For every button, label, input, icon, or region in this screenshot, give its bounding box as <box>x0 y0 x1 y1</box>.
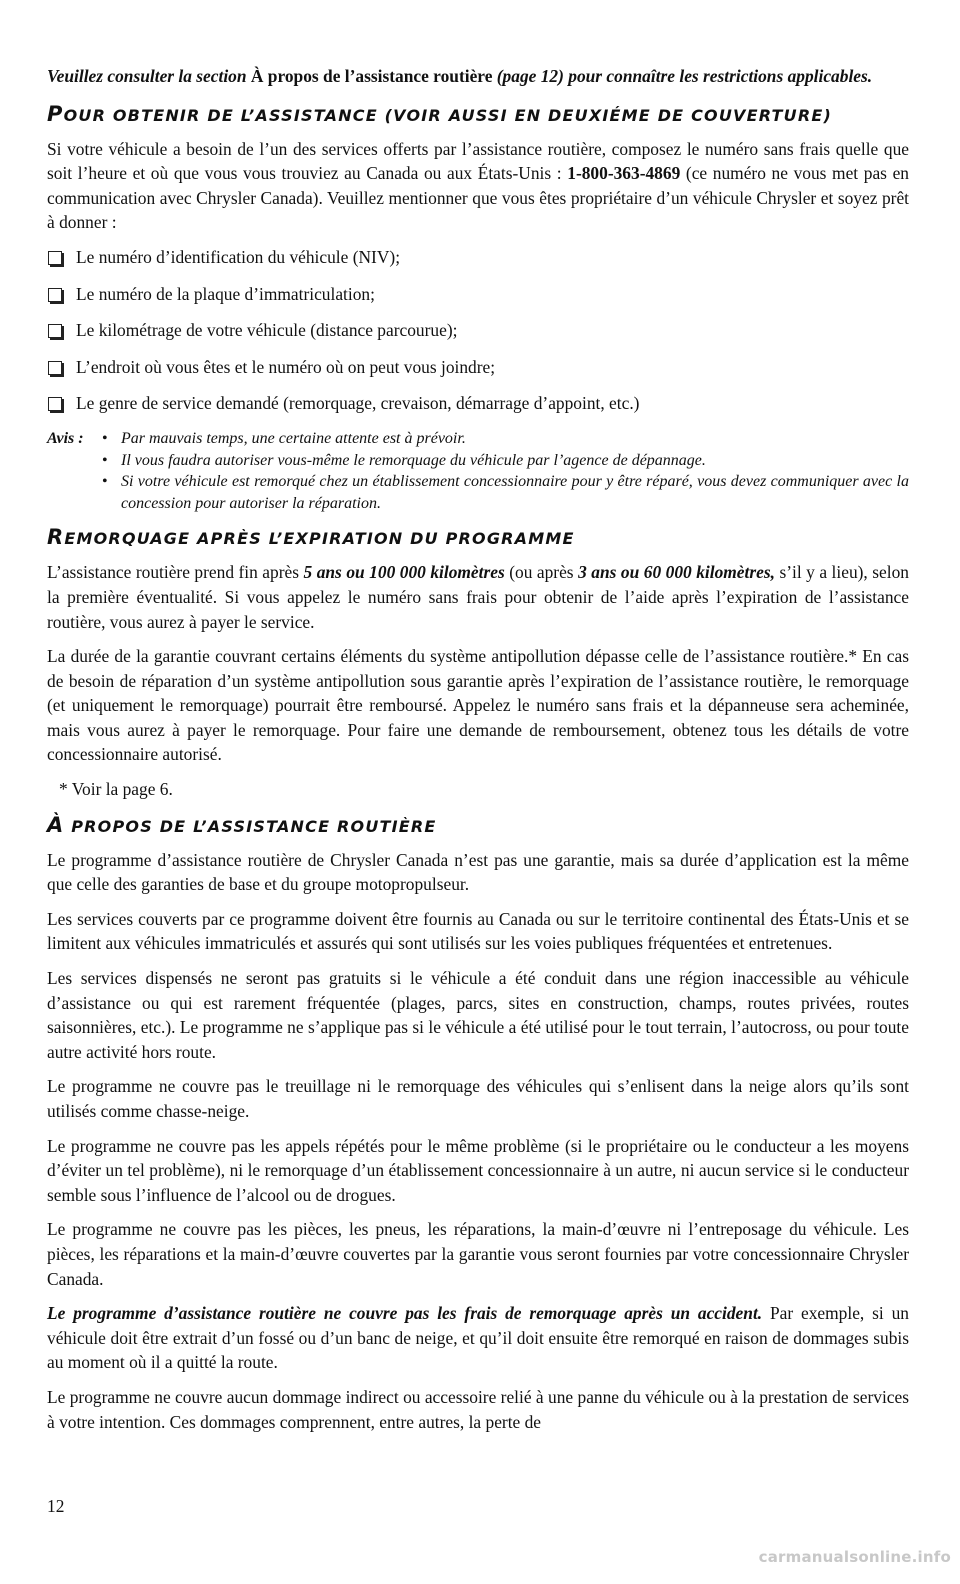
checkbox-icon <box>48 397 62 411</box>
accident-example: Par exemple, si un véhicule doit être extrait d’un fossé ou d’un banc de neige, et qu’il doit ensuite être remorqué en raison de dommages subis au moment où il a quitté la route. <box>47 1303 909 1373</box>
heading-a-propos: À PROPOS DE L’ASSISTANCE ROUTIÈRE <box>47 812 437 837</box>
antipollution-paragraph: La durée de la garantie couvrant certains éléments du système antipollution dépasse celle de l’assistance routière.* En cas de besoin de réparation d’un système antipollution sous garantie après l’expiration de l’assistance routière, le remorquage (et uniquement le remorquage) pourrait être remboursé. Appelez le numéro sans frais et la dépanneuse sera acheminée, mais vous aurez à payer le remorquage. Pour faire une demande de remboursement, obtenez tous les détails de votre concessionnaire autorisé. <box>47 646 909 765</box>
notice-block <box>47 428 909 514</box>
expiration-text-c: (ou après <box>504 562 579 583</box>
heading-obtenir-assistance: POUR OBTENIR DE L’ASSISTANCE (VOIR AUSSI EN DEUXIÉME DE COUVERTURE) <box>47 101 833 126</box>
accident-exclusion: Le programme d’assistance routière ne couvre pas les frais de remorquage après un accident. <box>47 1303 763 1324</box>
expiration-paragraph <box>47 560 909 634</box>
about-paragraph-3: Les services dispensés ne seront pas gratuits si le véhicule a été conduit dans une région inaccessible au véhicule d’assistance ou qui est rarement fréquentée (plages, parcs, sites en construction, champs, routes privées, routes saisonnières, etc.). Le programme ne s’applique pas si le véhicule a été utilisé pour le tout terrain, l’autocross, ou pour toute autre activité hors route. <box>47 968 909 1062</box>
footnote: * Voir la page 6. <box>59 779 173 800</box>
heading-remorquage-expiration: REMORQUAGE APRÈS L’EXPIRATION DU PROGRAMME <box>47 525 575 550</box>
about-paragraph-8: Le programme ne couvre aucun dommage indirect ou accessoire relié à une panne du véhicule ou à la prestation de services à votre intention. Ces dommages comprennent, entre autres, la perte de <box>47 1386 909 1432</box>
about-paragraph-6: Le programme ne couvre pas les pièces, les pneus, les réparations, la main-d’œuvre ni l’entreposage du véhicule. Les pièces, les réparations et la main-d’œuvre couvertes par la garantie vous seront fournies par votre concessionnaire Chrysler Canada. <box>47 1219 909 1289</box>
bullet-icon: • <box>102 451 108 469</box>
notice-list <box>102 428 909 514</box>
about-paragraph-4: Le programme ne couvre pas le treuillage ni le remorquage des véhicules qui s’enlisent dans la neige alors qu’ils sont utilisés comme chasse-neige. <box>47 1076 909 1121</box>
assistance-text-b: (ce numéro ne vous met pas en communication avec Chrysler Canada). Veuillez mentionner que vous êtes propriétaire d’un véhicule Chrysler et soyez prêt à donner : <box>47 163 909 233</box>
about-paragraph-2: Les services couverts par ce programme doivent être fournis au Canada ou sur le territoire continental des États-Unis et se limitent aux véhicules immatriculés et assurés qui sont utilisés sur les voies publiques fréquentées et entretenues. <box>47 908 909 954</box>
notice-item-text: Il vous faudra autoriser vous-même le remorquage du véhicule par l’agence de dépannage. <box>121 451 706 469</box>
checklist-item-label: Le numéro de la plaque d’immatriculation; <box>76 283 375 304</box>
notice-item-text: Si votre véhicule est remorqué chez un établissement concessionnaire pour y être réparé, vous devez communiquer avec la concession pour autoriser la réparation. <box>121 473 909 512</box>
coverage-term-1: 5 ans ou 100 000 kilomètres <box>303 562 505 583</box>
expiration-text-e: s’il y a lieu), selon la première éventualité. Si vous appelez le numéro sans frais pour obtenir de l’aide après l’expiration de l’assistance routière, vous aurez à payer le service. <box>47 562 909 632</box>
checklist-item <box>47 355 909 380</box>
about-paragraph-5: Le programme ne couvre pas les appels répétés pour le même problème (si le propriétaire ou le conducteur a les moyens d’éviter un tel problème), ni le remorquage d’un établissement concessionnaire à un autre, ni aucun service si le conducteur semble sous l’influence de l’alcool ou de drogues. <box>47 1135 909 1205</box>
checkbox-icon <box>48 288 62 302</box>
notice-item <box>102 450 909 472</box>
checklist-item <box>47 318 909 343</box>
checkbox-icon <box>48 361 62 375</box>
phone-number: 1-800-363-4869 <box>567 163 681 184</box>
checklist-item <box>47 391 909 416</box>
document-page <box>47 64 909 1444</box>
intro-note <box>47 64 909 89</box>
page-number: 12 <box>47 1496 65 1516</box>
notice-label: Avis : <box>47 429 84 447</box>
checkbox-icon <box>48 251 62 265</box>
info-checklist <box>47 245 909 416</box>
checklist-item-label: Le genre de service demandé (remorquage, crevaison, démarrage d’appoint, etc.) <box>76 393 640 414</box>
bullet-icon: • <box>102 473 108 491</box>
checkbox-icon <box>48 324 62 338</box>
coverage-term-2: 3 ans ou 60 000 kilomètres, <box>578 562 775 583</box>
about-paragraph-1: Le programme d’assistance routière de Chrysler Canada n’est pas une garantie, mais sa durée d’application est la même que celle des garanties de base et du groupe motopropulseur. <box>47 849 909 895</box>
assistance-text-a: Si votre véhicule a besoin de l’un des services offerts par l’assistance routière, composez le numéro sans frais quelle que soit l’heure et où que vous vous trouviez au Canada ou aux États-Unis : <box>47 138 909 184</box>
intro-text-1: Veuillez consulter la section <box>47 66 251 86</box>
intro-text-2: (page 12) pour connaître les restrictions applicables. <box>492 66 873 86</box>
intro-section-ref: À propos de l’assistance routière <box>250 66 493 86</box>
checklist-item-label: Le kilométrage de votre véhicule (distance parcourue); <box>76 320 458 341</box>
checklist-item-label: Le numéro d’identification du véhicule (NIV); <box>76 246 401 267</box>
notice-item <box>102 428 909 450</box>
watermark: carmanualsonline.info <box>758 1548 951 1566</box>
notice-item-text: Par mauvais temps, une certaine attente est à prévoir. <box>121 429 466 447</box>
bullet-icon: • <box>102 429 108 447</box>
checklist-item <box>47 245 909 270</box>
expiration-text-a: L’assistance routière prend fin après <box>47 562 304 583</box>
notice-item <box>102 471 909 514</box>
assistance-paragraph <box>47 137 909 235</box>
checklist-item <box>47 282 909 307</box>
about-paragraph-7 <box>47 1301 909 1375</box>
checklist-item-label: L’endroit où vous êtes et le numéro où on peut vous joindre; <box>76 356 496 377</box>
